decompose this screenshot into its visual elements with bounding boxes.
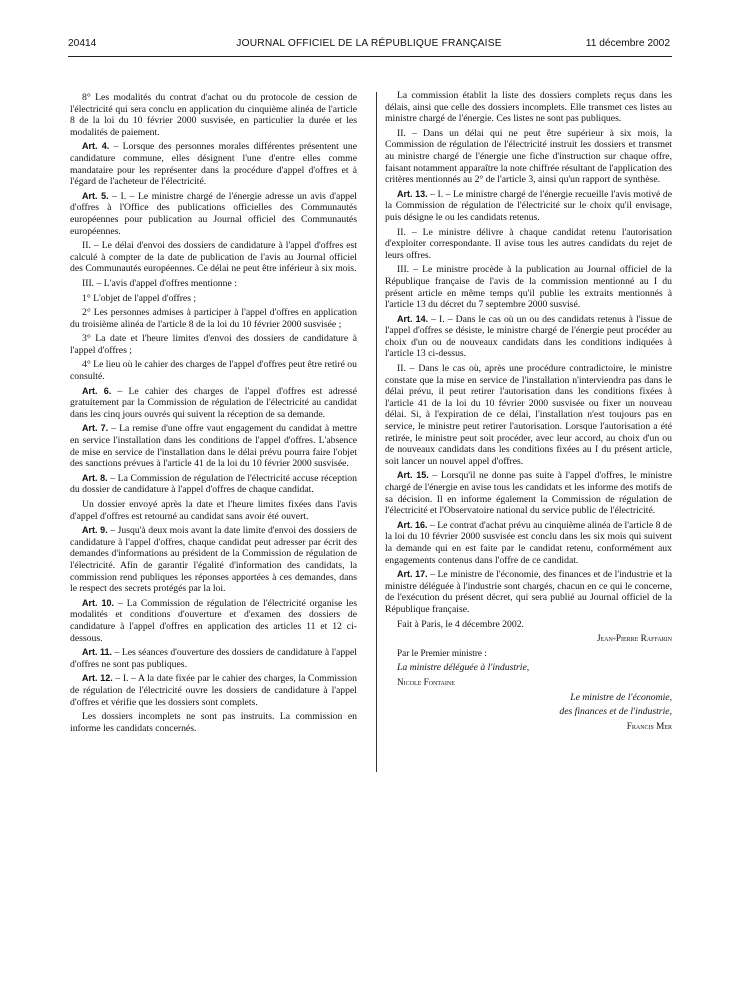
article-number: Art. 12. (82, 673, 113, 684)
paragraph (70, 278, 357, 290)
article-number: Art. 8. (82, 472, 108, 483)
paragraph (385, 520, 672, 566)
paragraph-text: – La Commission de régulation de l'électricité organise les modalités et conditions d'ouverture et d'examen des dossiers de candidature à l'appel d'offres en application des articles 11 et 12 ci-dessous. (70, 597, 358, 644)
par-premier-ministre: Par le Premier ministre : (397, 647, 487, 658)
article-number: Art. 15. (397, 470, 429, 481)
paragraph-text: – I. – Dans le cas où un ou des candidats retenus à l'issue de l'appel d'offres se désiste, le ministre chargé de l'énergie peut procéder au choix d'un ou de nouveaux candidats dans les conditions indiquées à l'article 13 ci-dessus. (385, 313, 672, 360)
paragraph-text: II. – Le délai d'envoi des dossiers de candidature à l'appel d'offres est calculé à compter de la date de publication de l'avis au Journal officiel des Communautés européennes. Ce délai ne peut être inférieur à six mois. (70, 240, 357, 275)
article-number: Art. 11. (82, 647, 113, 658)
minister-industry-signature: Nicole Fontaine (397, 676, 455, 687)
paragraph-text: – Lorsqu'il ne donne pas suite à l'appel d'offres, le ministre chargé de l'énergie en avise tous les candidats et les informe des motifs de sa décision. Il en informe également la Commission de régulation de l'électricité et l'Observatoire national du service public de l'électricité. (385, 470, 672, 517)
paragraph-text: Un dossier envoyé après la date et l'heure limites fixées dans l'avis d'appel d'offres est retourné au candidat sans avoir été ouvert. (70, 499, 357, 522)
paragraph (70, 293, 357, 305)
paragraph-text: 1° L'objet de l'appel d'offres ; (82, 292, 197, 304)
paragraph (70, 141, 357, 187)
paragraph-text: III. – L'avis d'appel d'offres mentionne : (82, 277, 237, 289)
minister-economy-signature: Francis Mer (626, 720, 672, 731)
paragraph (385, 128, 672, 186)
paragraph-text: II. – Dans un délai qui ne peut être supérieur à six mois, la Commission de régulation de l'électricité instruit les dossiers et transmet au ministre chargé de l'énergie une fiche d'instruction sur chaque offre, faisant notamment apparaître la note chiffrée résultant de l'application des critères mentionnés au 2° de l'article 3, ainsi qu'un rapport de synthèse. (385, 127, 672, 186)
paragraph-text: – Le ministre de l'économie, des finances et de l'industrie et la ministre déléguée à l'industrie sont chargés, chacun en ce qui le concerne, de l'exécution du présent décret, qui sera publié au Journal officiel de la République française. (385, 569, 672, 615)
paragraph-text: Les dossiers incomplets ne sont pas instruits. La commission en informe les candidats concernés. (70, 711, 357, 734)
paragraph (70, 333, 357, 356)
paragraph (70, 92, 357, 138)
paragraph-text: 4° Le lieu où le cahier des charges de l'appel d'offres peut être retiré ou consulté. (70, 359, 357, 383)
paragraph-text: La commission établit la liste des dossiers complets reçus dans les délais, ainsi que celle des dossiers incomplets. Elle transmet ces listes au ministre chargé de l'énergie. Ces listes ne sont pas publiques. (385, 90, 672, 125)
paragraph-text: – La Commission de régulation de l'électricité accuse réception du dossier de candidature à l'appel d'offres de chaque candidat. (70, 472, 357, 496)
article-number: Art. 9. (82, 525, 108, 536)
page-header (68, 38, 670, 54)
paragraph (70, 473, 357, 496)
paragraph (70, 647, 357, 670)
paragraph-text: – I. – Le ministre chargé de l'énergie recueille l'avis motivé de la Commission de régulation de l'électricité sur le choix qu'il envisage, puis désigne le ou les candidats retenus. (385, 188, 672, 223)
article-number: Art. 14. (397, 313, 429, 324)
paragraph-text: – Jusqu'à deux mois avant la date limite d'envoi des dossiers de candidature à l'appel d'offres, chaque candidat peut adresser par écrit des demandes d'informations au président de la Commission de régulation de l'électricité. Afin de garantir l'égalité d'information des candidats, la commission rend publiques les réponses apportées à ces demandes, dans le respect des secrets protégés par la loi. (70, 525, 357, 595)
paragraph-text: 2° Les personnes admises à participer à l'appel d'offres en application du troisième alinéa de l'article 8 de la loi du 10 février 2000 susvisée ; (70, 307, 357, 330)
article-number: Art. 13. (397, 188, 428, 199)
article-number: Art. 7. (82, 423, 109, 434)
column-separator (376, 92, 377, 772)
article-number: Art. 10. (82, 597, 115, 608)
paragraph (70, 711, 357, 734)
paragraph (385, 314, 672, 360)
right-column-paragraphs (385, 90, 672, 616)
journal-title: JOURNAL OFFICIEL DE LA RÉPUBLIQUE FRANÇAISE (236, 38, 502, 49)
article-number: Art. 5. (82, 190, 109, 201)
paragraph (70, 191, 357, 237)
right-column (385, 90, 672, 735)
article-number: Art. 4. (82, 141, 110, 152)
publication-date: 11 décembre 2002 (585, 38, 670, 49)
paragraph (70, 499, 357, 522)
article-number: Art. 6. (82, 385, 112, 396)
paragraph (385, 569, 672, 615)
paragraph (70, 307, 357, 330)
place-date: Fait à Paris, le 4 décembre 2002. (397, 618, 524, 630)
minister-economy-title-1: Le ministre de l'économie, (570, 691, 672, 703)
article-number: Art. 16. (397, 519, 428, 530)
paragraph-text: III. – Le ministre procède à la publication au Journal officiel de la République française de l'avis de la commission mentionné au I du présent article en même temps qu'il publie les extraits mentionnés à l'article 13 du décret du 7 septembre 2000 susvisé. (385, 264, 672, 311)
paragraph (70, 673, 357, 708)
paragraph (385, 227, 672, 262)
header-rule (68, 56, 672, 57)
paragraph-text: – Le contrat d'achat prévu au cinquième alinéa de l'article 8 de la loi du 10 février 2000 susvisée est conclu dans les six mois qui suivent la demande qui en est faite par le candidat retenu, conformément aux engagements contenus dans l'offre de ce candidat. (385, 519, 673, 566)
paragraph (70, 598, 357, 644)
paragraph (70, 240, 357, 275)
paragraph (385, 90, 672, 125)
paragraph-text: II. – Le ministre délivre à chaque candidat retenu l'autorisation d'exploiter correspondante. Il avise tous les autres candidats du rejet de leurs offres. (385, 226, 672, 261)
minister-economy-title-2: des finances et de l'industrie, (559, 706, 672, 718)
paragraph-text: 8° Les modalités du contrat d'achat ou du protocole de cession de l'électricité qui sera conclu en application du cinquième alinéa de l'article 8 de la loi du 10 février 2000 susvisée, en particulier la durée et les modalités de paiement. (70, 92, 357, 138)
paragraph (70, 386, 357, 421)
paragraph-text: – I. – A la date fixée par le cahier des charges, la Commission de régulation de l'électricité ouvre les dossiers de candidature à l'appel d'offres et vérifie que les dossiers sont complets. (70, 673, 357, 708)
paragraph-text: – La remise d'une offre vaut engagement du candidat à mettre en service l'installation dans les conditions de l'appel d'offres. L'absence de mise en service de l'installation dans le délai prévu pourra faire l'objet des sanctions prévues à l'article 41 de la loi du 10 février 2000 susvisée. (70, 423, 357, 470)
left-column (70, 92, 357, 737)
paragraph (385, 470, 672, 516)
paragraph-text: – Les séances d'ouverture des dossiers de candidature à l'appel d'offres ne sont pas publiques. (70, 647, 357, 670)
minister-industry-title: La ministre déléguée à l'industrie, (397, 662, 530, 674)
paragraph (70, 423, 357, 469)
pm-signature: Jean-Pierre Raffarin (596, 633, 672, 644)
paragraph-text: 3° La date et l'heure limites d'envoi des dossiers de candidature à l'appel d'offres ; (70, 333, 357, 356)
page-number: 20414 (68, 38, 97, 49)
paragraph (385, 189, 672, 224)
paragraph (385, 363, 672, 467)
paragraph (385, 264, 672, 310)
paragraph (70, 359, 357, 382)
article-number: Art. 17. (397, 569, 428, 580)
paragraph (70, 525, 357, 595)
paragraph-text: – Lorsque des personnes morales différentes présentent une candidature commune, elles désignent l'une d'entre elles comme mandataire pour les représenter dans la procédure d'appel d'offres et à l'égard de l'acheteur de l'électricité. (70, 141, 357, 188)
paragraph-text: – Le cahier des charges de l'appel d'offres est adressé gratuitement par la Commission de régulation de l'électricité au candidat dans les cinq jours ouvrés qui suivent la réception de sa demande. (70, 385, 357, 420)
paragraph-text: II. – Dans le cas où, après une procédure contradictoire, le ministre constate que la mise en service de l'installation n'interviendra pas dans le délai prévu, il peut retirer l'autorisation dans les conditions fixées à l'article 41 de la loi du 10 février 2000 susvisée ou fixer un nouveau délai. Si, à l'expiration de ce délai, l'installation n'est toujours pas en service, le ministre peut retirer l'autorisation. Lorsque l'autorisation a été retirée, le ministre peut soit procéder, avec leur accord, au choix d'un ou de nouveaux candidats dans les conditions fixées au I du présent article, soit lancer un nouvel appel d'offres. (385, 363, 672, 467)
paragraph-text: – I. – Le ministre chargé de l'énergie adresse un avis d'appel d'offres à l'Office des publications officielles des Communautés européennes pour publication au Journal officiel des Communautés européennes. (70, 190, 358, 237)
